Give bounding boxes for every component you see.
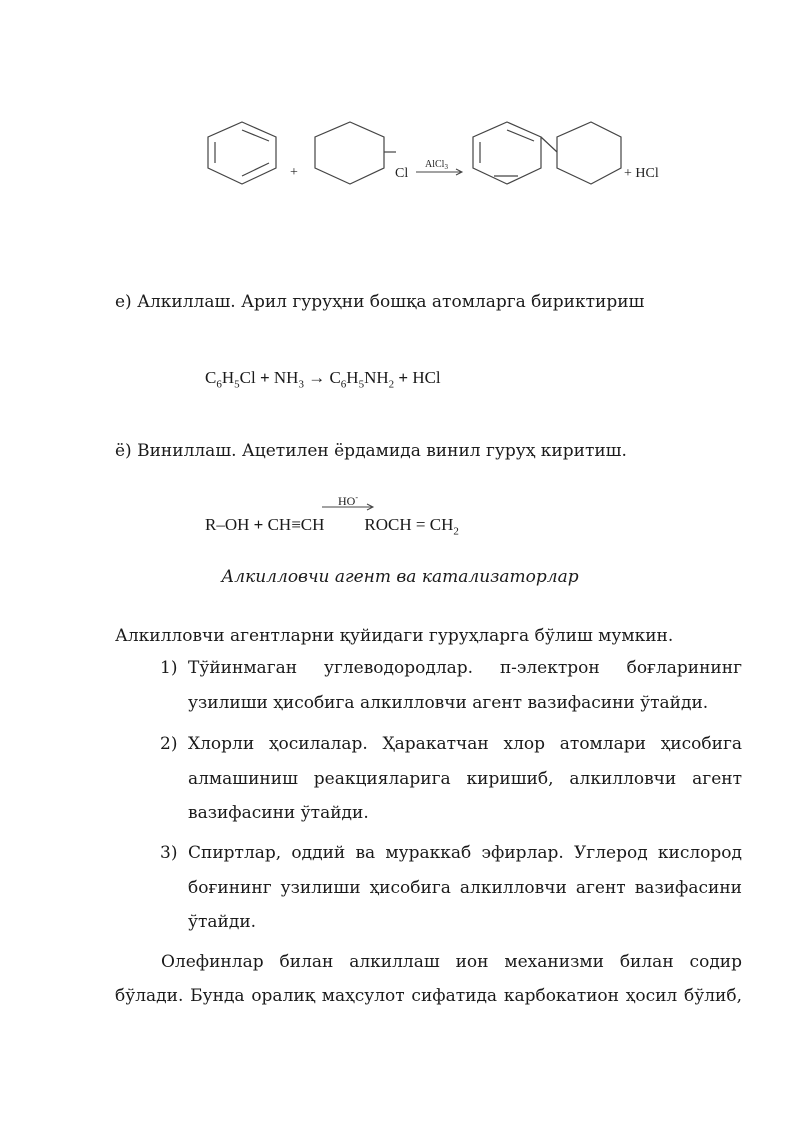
phenyl-ring xyxy=(473,122,541,184)
cyclohexyl-ring xyxy=(557,122,621,184)
catalyst-label: AlCl$_3$ xyxy=(425,159,448,171)
closing-paragraph: Олефинлар билан алкиллаш ион механизми билан содир бўлади. Бунда оралиқ маҳсулот сифатида карбокатион ҳосил бўлиб, xyxy=(115,952,742,1006)
list-text: Спиртлар, оддий ва мураккаб эфирлар. Углерод кислород боғининг узилиши ҳисобига алкилловчи агент вазифасини ўтайди. xyxy=(188,843,742,932)
hcl-product-label: + HCl xyxy=(624,166,659,181)
plus-sign: + xyxy=(290,165,298,180)
list-item xyxy=(160,727,742,831)
list-number: 1) xyxy=(160,658,178,678)
list-text: Тўйинмаган углеводородлар. π-электрон боғларининг узилиши ҳисобига алкилловчи агент вазифасини ўтайди. xyxy=(188,658,742,713)
condition-arrow xyxy=(322,503,377,511)
chlorine-label: Cl xyxy=(395,166,409,181)
list-number: 2) xyxy=(160,734,178,754)
section-yo-heading: ё) Виниллаш. Ацетилен ёрдамида винил гуруҳ киритиш. xyxy=(115,441,627,461)
list-item xyxy=(160,836,742,940)
reaction-scheme-alkylation xyxy=(0,0,800,240)
list-number: 3) xyxy=(160,843,178,863)
equation-arylamine: $C_6H_5Cl + NH_3 \to C_6H_5NH_2$ + HCl xyxy=(205,368,441,391)
equation-vinylation: R–OH + CH≡CH ROCH = $CH_2$ xyxy=(205,515,459,538)
list-item xyxy=(160,651,742,720)
list-text: Хлорли ҳосилалар. Ҳаракатчан хлор атомлари ҳисобига алмашиниш реакцияларига киришиб, алкилловчи агент вазифасини ўтайди. xyxy=(188,734,742,823)
section-subtitle: Алкилловчи агент ва катализаторлар xyxy=(221,567,579,587)
section-e-heading: е) Алкиллаш. Арил гуруҳни бошқа атомларга бириктириш xyxy=(115,292,645,312)
cyclohexane-ring xyxy=(315,122,396,184)
benzene-ring xyxy=(208,122,276,184)
intro-paragraph: Алкилловчи агентларни қуйидаги гуруҳларга бўлиш мумкин. xyxy=(115,626,674,646)
ring-bond xyxy=(541,137,557,152)
vinylation-condition: HO- xyxy=(322,493,377,513)
